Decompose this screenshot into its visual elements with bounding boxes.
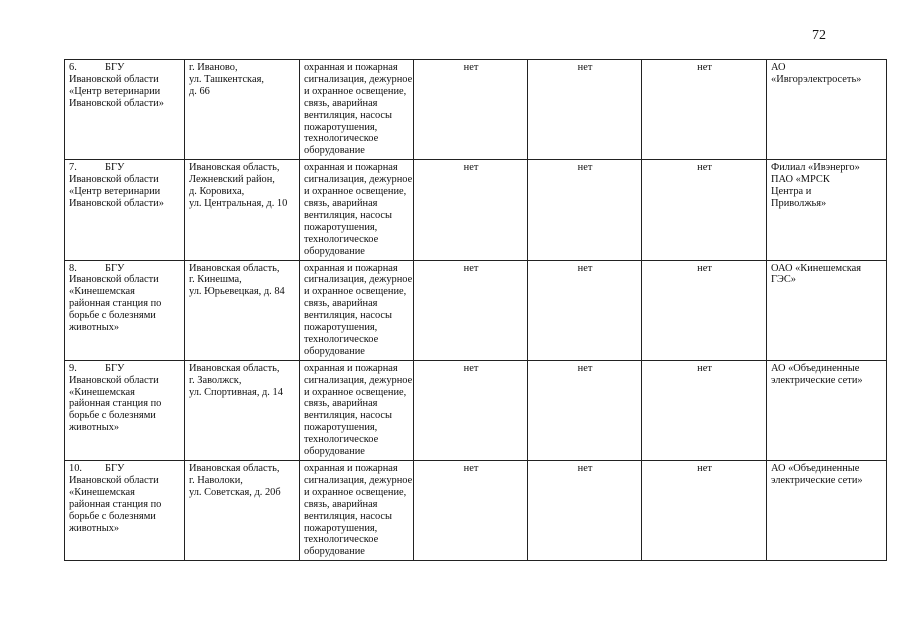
table-row <box>65 160 887 260</box>
systems-line: технологическое <box>304 233 379 245</box>
table-body <box>65 60 887 561</box>
organization-line: животных» <box>69 422 120 434</box>
supplier-line: ПАО «МРСК <box>771 174 830 186</box>
systems-line: и охранное освещение, <box>304 386 407 398</box>
systems-line: оборудование <box>304 345 365 357</box>
organization-line: борьбе с болезнями <box>69 510 156 522</box>
value-cell-col6: нет <box>642 160 767 260</box>
organization-cell <box>65 160 185 260</box>
supplier-line: ГЭС» <box>771 274 796 286</box>
organization-line: Ивановской области <box>69 274 159 286</box>
systems-line: связь, аварийная <box>304 197 378 209</box>
systems-line: пожаротушения, <box>304 221 378 233</box>
organization-line <box>69 363 181 375</box>
systems-cell <box>300 60 414 160</box>
address-line: д. Коровиха, <box>189 186 245 198</box>
supplier-line: АО «Объединенные <box>771 362 860 374</box>
organization-line: борьбе с болезнями <box>69 310 156 322</box>
organization-line <box>69 62 181 74</box>
systems-line: пожаротушения, <box>304 322 378 334</box>
systems-line: связь, аварийная <box>304 298 378 310</box>
organization-line: Ивановской области <box>69 174 159 186</box>
supplier-cell <box>767 461 887 561</box>
organization-type: БГУ <box>105 463 125 474</box>
address-line: ул. Юрьевецкая, д. 84 <box>189 286 285 298</box>
systems-line: охранная и пожарная <box>304 62 398 73</box>
supplier-cell <box>767 160 887 260</box>
value-cell-col4: нет <box>414 160 528 260</box>
row-number: 7. <box>69 162 77 174</box>
address-line: г. Заволжск, <box>189 374 242 386</box>
systems-line: охранная и пожарная <box>304 162 398 174</box>
systems-line: сигнализация, дежурное <box>304 274 413 286</box>
address-line: ул. Ташкентская, <box>189 73 264 85</box>
systems-line: и охранное освещение, <box>304 286 407 298</box>
address-line: ул. Центральная, д. 10 <box>189 197 288 209</box>
organization-cell <box>65 60 185 160</box>
table-row <box>65 60 887 160</box>
value-cell-col5: нет <box>528 260 642 360</box>
organization-cell <box>65 360 185 460</box>
value-cell-col4: нет <box>414 60 528 160</box>
address-line: ул. Спортивная, д. 14 <box>189 386 283 398</box>
value-cell-col5: нет <box>528 60 642 160</box>
value-cell-col4: нет <box>414 461 528 561</box>
systems-cell <box>300 260 414 360</box>
systems-line: вентиляция, насосы <box>304 109 393 121</box>
address-line: Ивановская область, <box>189 463 280 474</box>
row-number: 6. <box>69 62 77 73</box>
organization-line <box>69 463 181 475</box>
supplier-line: АО «Объединенные <box>771 463 860 474</box>
organization-line: «Центр ветеринарии <box>69 186 161 198</box>
organization-line: «Кинешемская <box>69 486 135 498</box>
row-number: 10. <box>69 463 82 474</box>
supplier-line: Центра и <box>771 186 812 198</box>
address-cell <box>185 260 300 360</box>
address-cell <box>185 60 300 160</box>
systems-line: пожаротушения, <box>304 522 378 534</box>
organization-line: Ивановской области» <box>69 197 164 209</box>
address-line: д. 66 <box>189 85 210 97</box>
organization-cell <box>65 260 185 360</box>
organization-line: «Центр ветеринарии <box>69 85 161 97</box>
organization-type: БГУ <box>105 162 125 174</box>
systems-line: охранная и пожарная <box>304 262 398 274</box>
organization-line: районная станция по <box>69 398 162 410</box>
systems-line: сигнализация, дежурное <box>304 174 413 186</box>
systems-line: охранная и пожарная <box>304 362 398 374</box>
systems-line: пожаротушения, <box>304 121 378 133</box>
organization-line: животных» <box>69 322 120 334</box>
table-row <box>65 360 887 460</box>
supplier-line: электрические сети» <box>771 374 863 386</box>
address-line: Лежневский район, <box>189 174 275 186</box>
organization-line: животных» <box>69 522 120 534</box>
systems-line: вентиляция, насосы <box>304 209 393 221</box>
organization-line <box>69 263 181 275</box>
organization-line: районная станция по <box>69 298 162 310</box>
value-cell-col4: нет <box>414 360 528 460</box>
organization-line: Ивановской области <box>69 73 159 85</box>
systems-line: вентиляция, насосы <box>304 510 393 522</box>
value-cell-col6: нет <box>642 360 767 460</box>
systems-line: оборудование <box>304 446 365 458</box>
systems-line: и охранное освещение, <box>304 486 407 498</box>
value-cell-col6: нет <box>642 60 767 160</box>
supplier-line: АО <box>771 62 786 73</box>
table-row <box>65 260 887 360</box>
systems-line: и охранное освещение, <box>304 85 407 97</box>
address-line: Ивановская область, <box>189 362 280 374</box>
supplier-line: Филиал «Ивэнерго» <box>771 162 860 174</box>
address-line: г. Наволоки, <box>189 474 243 486</box>
supplier-line: ОАО «Кинешемская <box>771 262 862 274</box>
row-number: 9. <box>69 362 77 374</box>
systems-line: технологическое <box>304 133 379 145</box>
systems-line: связь, аварийная <box>304 97 378 109</box>
table-row <box>65 461 887 561</box>
organization-type: БГУ <box>105 62 125 73</box>
organization-line: Ивановской области <box>69 474 159 486</box>
systems-cell <box>300 461 414 561</box>
equipment-table <box>64 59 887 561</box>
organization-line: борьбе с болезнями <box>69 410 156 422</box>
supplier-line: «Ивгорэлектросеть» <box>771 73 862 85</box>
address-line: Ивановская область, <box>189 262 280 274</box>
address-cell <box>185 160 300 260</box>
supplier-line: электрические сети» <box>771 474 863 486</box>
systems-line: вентиляция, насосы <box>304 410 393 422</box>
systems-line: оборудование <box>304 145 365 157</box>
organization-type: БГУ <box>105 262 125 274</box>
organization-type: БГУ <box>105 362 125 374</box>
address-line: Ивановская область, <box>189 162 280 174</box>
organization-line: Ивановской области» <box>69 97 164 109</box>
systems-line: сигнализация, дежурное <box>304 474 413 486</box>
supplier-line: Приволжья» <box>771 197 827 209</box>
organization-line: «Кинешемская <box>69 386 135 398</box>
systems-line: пожаротушения, <box>304 422 378 434</box>
value-cell-col4: нет <box>414 260 528 360</box>
systems-line: технологическое <box>304 333 379 345</box>
systems-cell <box>300 160 414 260</box>
supplier-cell <box>767 360 887 460</box>
supplier-cell <box>767 60 887 160</box>
systems-line: вентиляция, насосы <box>304 310 393 322</box>
value-cell-col6: нет <box>642 260 767 360</box>
systems-line: оборудование <box>304 546 365 558</box>
value-cell-col5: нет <box>528 160 642 260</box>
address-cell <box>185 360 300 460</box>
supplier-cell <box>767 260 887 360</box>
organization-cell <box>65 461 185 561</box>
systems-line: технологическое <box>304 534 379 546</box>
systems-line: сигнализация, дежурное <box>304 73 413 85</box>
systems-line: технологическое <box>304 434 379 446</box>
systems-line: и охранное освещение, <box>304 186 407 198</box>
address-line: г. Иваново, <box>189 62 238 73</box>
address-cell <box>185 461 300 561</box>
organization-line: «Кинешемская <box>69 286 135 298</box>
systems-cell <box>300 360 414 460</box>
systems-line: оборудование <box>304 245 365 257</box>
value-cell-col5: нет <box>528 360 642 460</box>
systems-line: связь, аварийная <box>304 398 378 410</box>
value-cell-col5: нет <box>528 461 642 561</box>
page-number: 72 <box>812 28 826 43</box>
address-line: г. Кинешма, <box>189 274 242 286</box>
systems-line: сигнализация, дежурное <box>304 374 413 386</box>
systems-line: связь, аварийная <box>304 498 378 510</box>
systems-line: охранная и пожарная <box>304 463 398 474</box>
value-cell-col6: нет <box>642 461 767 561</box>
organization-line: районная станция по <box>69 498 162 510</box>
row-number: 8. <box>69 262 77 274</box>
address-line: ул. Советская, д. 20б <box>189 486 281 498</box>
organization-line: Ивановской области <box>69 374 159 386</box>
organization-line <box>69 162 181 174</box>
